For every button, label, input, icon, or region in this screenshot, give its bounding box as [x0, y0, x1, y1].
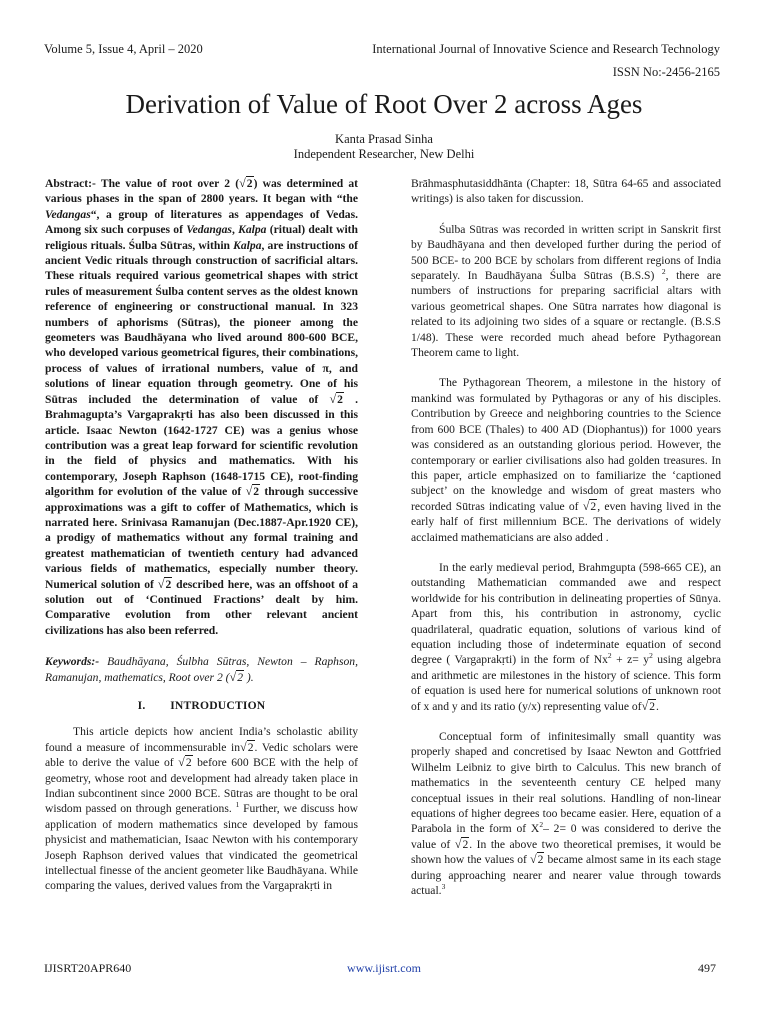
- right-column: [411, 176, 721, 913]
- journal-volume: Volume 5, Issue 4, April – 2020: [44, 42, 203, 56]
- sqrt2: √2: [529, 852, 544, 867]
- section-heading: I. INTRODUCTION: [137, 699, 266, 712]
- issn: ISSN No:-2456-2165: [612, 65, 720, 79]
- sqrt2: √2: [178, 755, 192, 770]
- paragraph-calculus: Conceptual form of infinitesimally small quantity was properly shaped and concretised by Isaac Newton and Gottfried Wilhelm Leibniz to give birth to Calculus. This new branch of mathematics in the seventeenth century CE helped many conceptual issues in their real solutions. Handling of non-linear equations of higher degrees too became easier. Here, equation of a Parabola in the form of $X^2-$ 2= 0 was considered to derive the value of √2. In the above two theoretical premises, it would be shown how the values of √2 became almost same in its each stage during approaching nearer and nearer value through towards actual.$^3$: [411, 730, 721, 898]
- page-number: 497: [698, 961, 716, 975]
- abstract: Abstract:- The value of root over 2 (√2) was determined at various phases in the span of 2800 years. It began with “the Vedangas“, a group of literatures as appendages of Vedas. Among six such corpuses of Vedangas, Kalpa (ritual) dealt with religious rituals. Śulba Sūtras, within Kalpa, are instructions of ancient Vedic rituals through construction of sacrificial altars. These rituals required various geometrical shapes with strict rules of measurement Śulba content serves as the oldest known reference of engineering or constructional manual. In 323 numbers of aphorisms (Sūtras), the pioneer among the geometers was Baudhāyana who lived around 800-600 BCE, who developed various geometrical figures, their combinations, process of values of irrational numbers, value of π, and solutions of linear equation through geometry. One of his Sūtras included the determination of value of √2 . Brahmagupta’s Vargaprakṛti has also been discussed in this article. Isaac Newton (1642-1727 CE) was a genius whose contribution was a great leap forward for scientific revolution in the field of physics and mathematics. With his contemporary, Joseph Raphson (1648-1715 CE), root-finding algorithm for evolution of the value of √2 through successive approximations was a gift to coffer of Mathematics, which is narrated here. Srinivasa Ramanujan (Dec.1887-Apr.1920 CE), a prodigy of mathematics without any formal training and greatest mathematician of twentieth century had advanced various fields of mathematics, especially number theory. Numerical solution of √2 described here, was an offshoot of a solution out of ‘Continued Fractions’ dealt by him. Comparative evolution from other relevant ancient civilizations has also been referred.: [45, 176, 359, 637]
- paragraph-brahmasphuta: Brāhmasphutasiddhānta (Chapter: 18, Sūtra 64-65 and associated writings) is also taken for discussion.: [411, 177, 721, 206]
- paragraph-brahmagupta: In the early medieval period, Brahmgupta (598-665 CE), an outstanding Mathematician commanded awe and respect worldwide for his contribution in delineating properties of Sūnya. Apart from this, his contribution in astronomy, cyclic quadrilateral, quadratic equation, solutions of various kind of equation including those of indeterminate equation of second degree ( Vargaprakṛti) in the form of $Nx^2 + z= y^2$ using algebra and arithmetic are milestones in the history of science. This form of equation is used here for numerical solutions of unknown root of x and y and its ratio (y/x) representing value of√2.: [411, 560, 721, 713]
- sqrt2: √2: [240, 739, 254, 754]
- journal-name: International Journal of Innovative Science and Research Technology: [372, 42, 720, 56]
- paragraph-pythagorean: The Pythagorean Theorem, a milestone in the history of mankind was formulated by Pythagoras or any of his disciples. Contribution by Greece and neighboring countries to the Science from 600 BCE (Thales) to 400 AD (Diophantus)) for 1000 years was considered as an outstanding glorious period. However, the contemporary or earlier civilisations also had golden treasures. In this paper, article emphasized on to familiarize the ‘captioned subject’ on the knowledge and wisdom of great masters who recorded Sūtras indicating value of √2, even having lived in the early half of first millennium BCE. The derivations of widely acclaimed mathematicians are also added .: [411, 376, 721, 544]
- intro-paragraph: This article depicts how ancient India’s scholastic ability found a measure of incommensurable in√2. Vedic scholars were able to derive the value of √2 before 600 BCE with the help of geometry, whose root and development had already taken place in Indian subcontinent since 2000 BCE. Sūtras are thought to be oral wisdom passed on through generations. $^1$ Further, we discuss how application of modern mathematics since developed by famous physicist and mathematician, Isaac Newton with his contemporary Joseph Raphson derived values that vindicated the geometrical intellectual finesse of the ancient geometer like Baudhāyana. While comparing the values, derived values from the Vargaprakṛti in: [45, 725, 359, 893]
- sqrt2: √2: [229, 669, 243, 684]
- sqrt2: √2: [641, 698, 656, 713]
- sqrt2: √2: [582, 498, 597, 513]
- author-affiliation: Independent Researcher, New Delhi: [293, 147, 475, 161]
- journal-website-link[interactable]: www.ijisrt.com: [347, 961, 421, 975]
- sqrt2: √2: [245, 484, 260, 499]
- sqrt2: √2: [239, 176, 253, 190]
- paragraph-sulba: Śulba Sūtras was recorded in written script in Sanskrit first by Baudhāyana and then developed further during the period of 500 BCE- to 200 BCE by scholars from different regions of India separately. In Baudhāyana Śulba Sūtras (B.S.S) $^2$, there are numbers of instructions for preparing sacrificial altars with various geometrical shapes. One Sūtra narrates how diagonal is related to its adjoining two sides of a square or rectangle. (B.S.S 1/48). These were recorded much ahead before Pythagorean Theorem came to light.: [411, 222, 721, 360]
- paper-title: Derivation of Value of Root Over 2 across Ages: [125, 89, 643, 119]
- sqrt2: √2: [329, 391, 343, 406]
- sqrt2: √2: [157, 576, 172, 591]
- keywords: Keywords:- Baudhāyana, Śulbha Sūtras, Newton – Raphson, Ramanujan, mathematics, Root over 2 (√2 ).: [45, 655, 358, 684]
- left-column: [45, 176, 358, 894]
- author-block: [0, 132, 768, 162]
- author-name: Kanta Prasad Sinha: [335, 132, 433, 146]
- sqrt2: √2: [454, 836, 469, 851]
- paper-id: IJISRT20APR640: [44, 961, 132, 975]
